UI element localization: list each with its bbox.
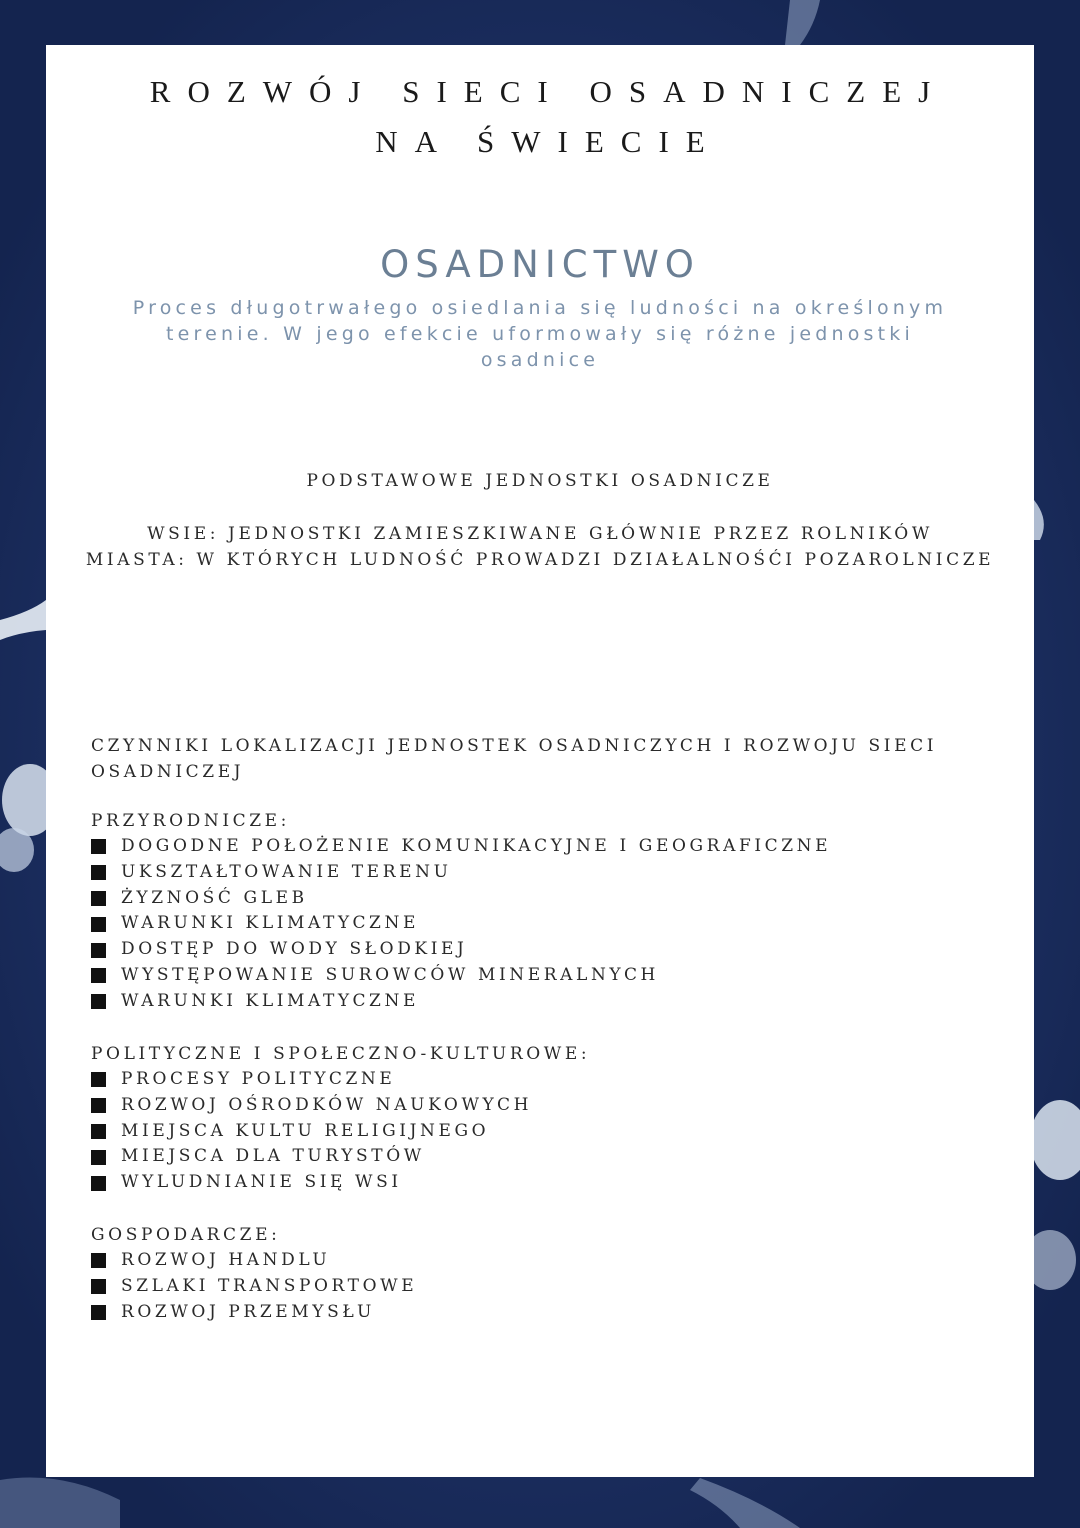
cities-definition: MIASTA: W KTÓRYCH LUDNOŚĆ PROWADZI DZIAŁALNOŚĆI POZAROLNICZE	[85, 550, 995, 570]
group-title: POLITYCZNE I SPOŁECZNO-KULTUROWE:	[91, 1044, 591, 1064]
list-item-label: WYLUDNIANIE SIĘ WSI	[121, 1172, 402, 1193]
list-item	[91, 886, 991, 912]
list-item	[91, 860, 991, 886]
square-bullet-icon	[91, 839, 106, 854]
list-item-label: WARUNKI KLIMATYCZNE	[121, 913, 419, 934]
square-bullet-icon	[91, 943, 106, 958]
factor-group-economic	[91, 1222, 991, 1325]
list-item-label: ŻYZNOŚĆ GLEB	[121, 887, 308, 908]
list-item	[91, 1274, 991, 1300]
list-item	[91, 989, 991, 1015]
group-items	[91, 834, 991, 1015]
square-bullet-icon	[91, 1176, 106, 1191]
square-bullet-icon	[91, 1150, 106, 1165]
list-item-label: ROZWOJ HANDLU	[121, 1250, 331, 1270]
list-item-label: WYSTĘPOWANIE SUROWCÓW MINERALNYCH	[121, 964, 659, 985]
square-bullet-icon	[91, 994, 106, 1009]
square-bullet-icon	[91, 917, 106, 932]
list-item-label: WARUNKI KLIMATYCZNE	[121, 990, 419, 1011]
list-item-label: SZLAKI TRANSPORTOWE	[121, 1275, 418, 1296]
list-item-label: PROCESY POLITYCZNE	[121, 1069, 396, 1089]
group-items	[91, 1248, 991, 1325]
villages-definition: WSIE: JEDNOSTKI ZAMIESZKIWANE GŁÓWNIE PRZEZ ROLNIKÓW	[147, 524, 933, 544]
list-item-label: DOGODNE POŁOŻENIE KOMUNIKACYJNE I GEOGRAFICZNE	[121, 836, 832, 856]
factor-group-natural	[91, 808, 991, 1015]
list-item-label: ROZWOJ PRZEMYSŁU	[121, 1301, 375, 1322]
square-bullet-icon	[91, 865, 106, 880]
group-items	[91, 1067, 991, 1196]
list-item-label: UKSZTAŁTOWANIE TERENU	[121, 861, 452, 882]
title-line-1: ROZWÓJ SIECI OSADNICZEJ	[149, 74, 948, 109]
list-item	[91, 963, 991, 989]
square-bullet-icon	[91, 1305, 106, 1320]
list-item	[91, 1300, 991, 1326]
list-item-label: DOSTĘP DO WODY SŁODKIEJ	[121, 939, 468, 960]
definition-text: Proces długotrwałego osiedlania się ludności na określonym terenie. W jego efekcie uformowały się różne jednostki osadnice	[132, 297, 948, 371]
square-bullet-icon	[91, 1098, 106, 1113]
list-item	[91, 1067, 991, 1093]
list-item	[91, 1093, 991, 1119]
list-item	[91, 911, 991, 937]
square-bullet-icon	[91, 891, 106, 906]
square-bullet-icon	[91, 1253, 106, 1268]
definition-term: OSADNICTWO	[380, 243, 700, 286]
list-item	[91, 1144, 991, 1170]
list-item-label: MIEJSCA DLA TURYSTÓW	[121, 1146, 425, 1167]
basic-units-list	[46, 521, 1034, 573]
list-item	[91, 937, 991, 963]
page-sheet	[46, 45, 1034, 1477]
square-bullet-icon	[91, 968, 106, 983]
group-title: PRZYRODNICZE:	[91, 811, 290, 831]
list-item-label: MIEJSCA KULTU RELIGIJNEGO	[121, 1120, 490, 1141]
list-item-label: ROZWOJ OŚRODKÓW NAUKOWYCH	[121, 1094, 533, 1115]
list-item	[91, 1119, 991, 1145]
page-title	[46, 67, 1034, 167]
factor-group-political	[91, 1041, 991, 1196]
group-title: GOSPODARCZE:	[91, 1225, 281, 1245]
title-line-2: NA ŚWIECIE	[375, 124, 722, 159]
square-bullet-icon	[91, 1072, 106, 1087]
list-item	[91, 834, 991, 860]
list-item	[91, 1170, 991, 1196]
basic-units-title: PODSTAWOWE JEDNOSTKI OSADNICZE	[306, 471, 774, 491]
square-bullet-icon	[91, 1279, 106, 1294]
list-item	[91, 1248, 991, 1274]
factors-title: CZYNNIKI LOKALIZACJI JEDNOSTEK OSADNICZYCH I ROZWOJU SIECI OSADNICZEJ	[91, 736, 938, 782]
square-bullet-icon	[91, 1124, 106, 1139]
